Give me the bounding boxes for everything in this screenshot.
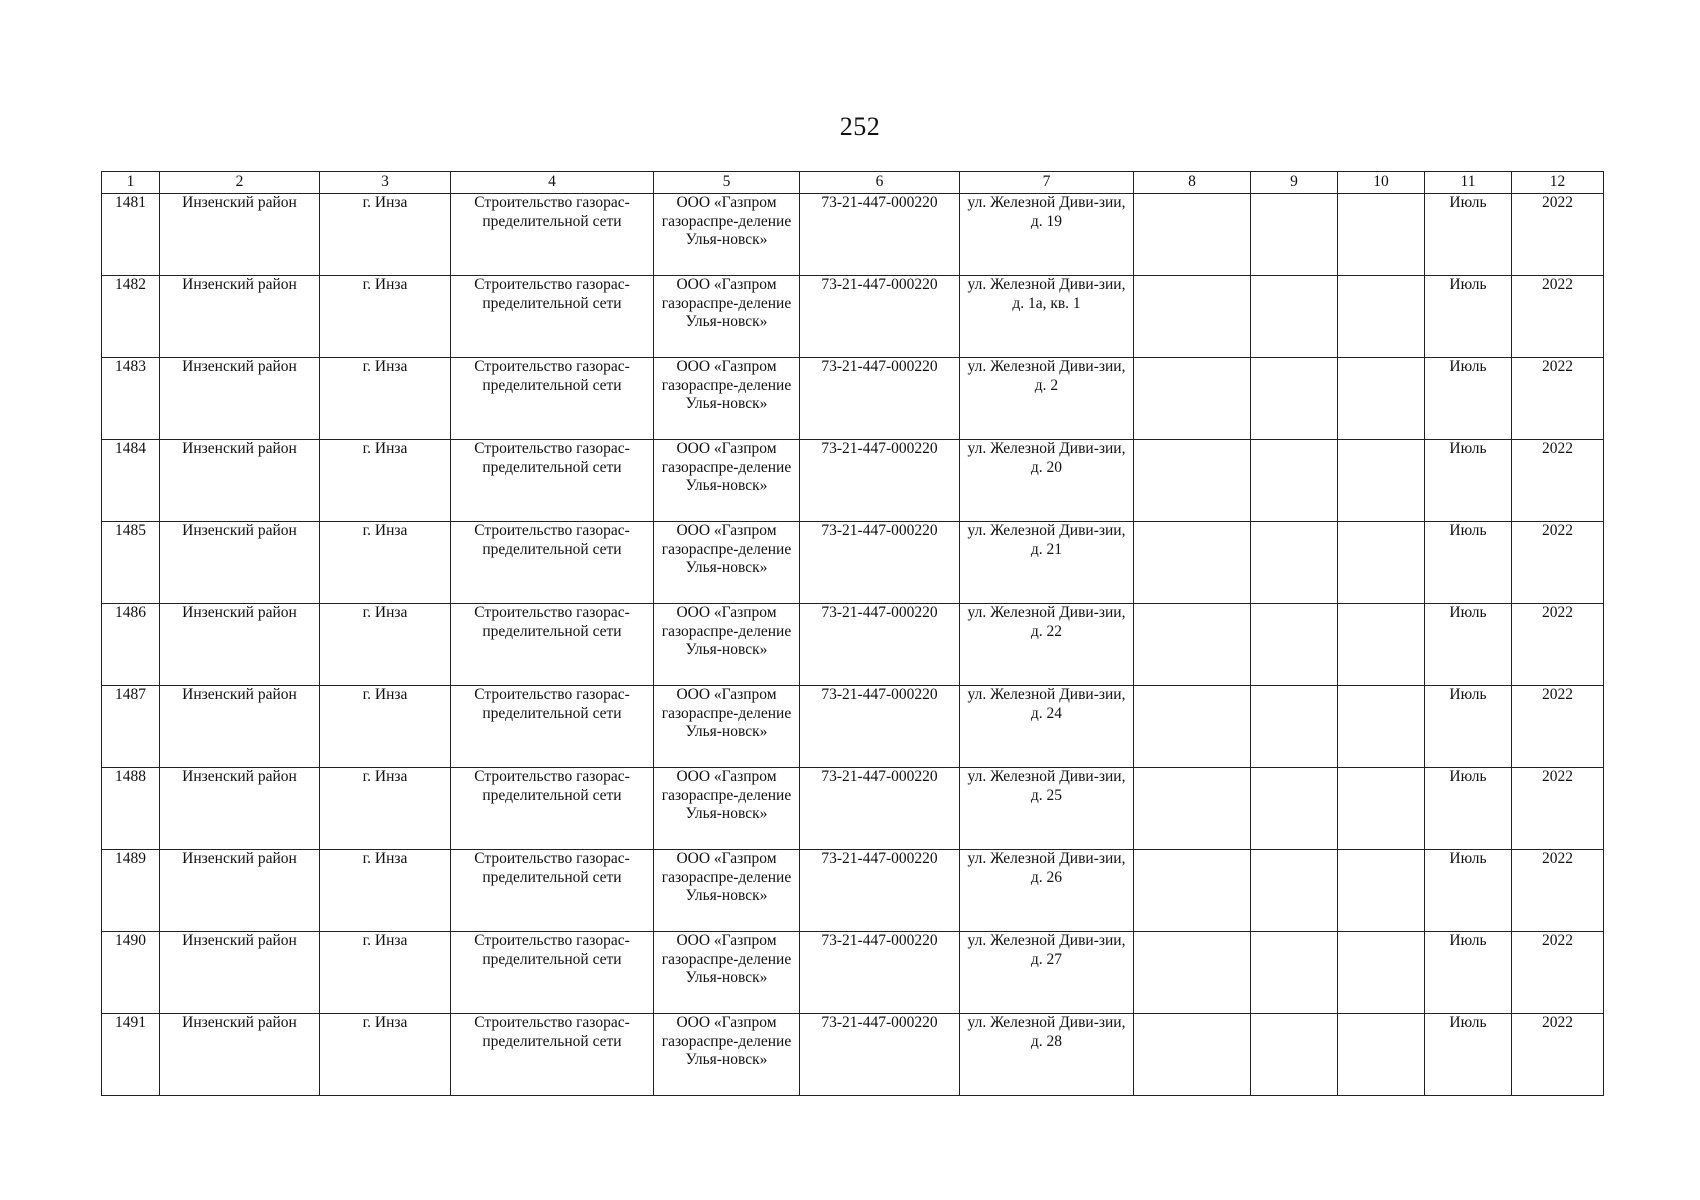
col9-cell — [1251, 194, 1338, 276]
table-row — [102, 358, 1604, 440]
year-cell: 2022 — [1512, 194, 1604, 276]
month-cell: Июль — [1425, 932, 1512, 1014]
district-cell: Инзенский район — [160, 522, 320, 604]
month-cell: Июль — [1425, 358, 1512, 440]
table-row — [102, 932, 1604, 1014]
work-description-cell: Строительство газорас-пределительной сети — [451, 1014, 654, 1096]
address-cell: ул. Железной Диви-зии, д. 20 — [960, 440, 1134, 522]
address-cell: ул. Железной Диви-зии, д. 25 — [960, 768, 1134, 850]
code-cell: 73-21-447-000220 — [800, 194, 960, 276]
col8-cell — [1134, 522, 1251, 604]
column-header: 3 — [320, 172, 451, 194]
column-header: 11 — [1425, 172, 1512, 194]
year-cell: 2022 — [1512, 850, 1604, 932]
locality-cell: г. Инза — [320, 932, 451, 1014]
year-cell: 2022 — [1512, 768, 1604, 850]
work-description-cell: Строительство газорас-пределительной сети — [451, 440, 654, 522]
row-number-cell: 1488 — [102, 768, 160, 850]
code-cell: 73-21-447-000220 — [800, 522, 960, 604]
col10-cell — [1338, 276, 1425, 358]
col9-cell — [1251, 604, 1338, 686]
month-cell: Июль — [1425, 768, 1512, 850]
work-description-cell: Строительство газорас-пределительной сети — [451, 932, 654, 1014]
locality-cell: г. Инза — [320, 1014, 451, 1096]
organization-cell: ООО «Газпром газораспре-деление Улья-новск» — [654, 1014, 800, 1096]
year-cell: 2022 — [1512, 358, 1604, 440]
row-number-cell: 1485 — [102, 522, 160, 604]
locality-cell: г. Инза — [320, 850, 451, 932]
col8-cell — [1134, 276, 1251, 358]
address-cell: ул. Железной Диви-зии, д. 1а, кв. 1 — [960, 276, 1134, 358]
col8-cell — [1134, 686, 1251, 768]
table-row — [102, 440, 1604, 522]
column-header: 12 — [1512, 172, 1604, 194]
col9-cell — [1251, 932, 1338, 1014]
organization-cell: ООО «Газпром газораспре-деление Улья-новск» — [654, 768, 800, 850]
table-row — [102, 194, 1604, 276]
col8-cell — [1134, 194, 1251, 276]
year-cell: 2022 — [1512, 604, 1604, 686]
locality-cell: г. Инза — [320, 686, 451, 768]
col8-cell — [1134, 1014, 1251, 1096]
col9-cell — [1251, 768, 1338, 850]
row-number-cell: 1482 — [102, 276, 160, 358]
work-description-cell: Строительство газорас-пределительной сети — [451, 768, 654, 850]
month-cell: Июль — [1425, 604, 1512, 686]
organization-cell: ООО «Газпром газораспре-деление Улья-новск» — [654, 686, 800, 768]
code-cell: 73-21-447-000220 — [800, 276, 960, 358]
month-cell: Июль — [1425, 1014, 1512, 1096]
table-row — [102, 522, 1604, 604]
table-row — [102, 850, 1604, 932]
organization-cell: ООО «Газпром газораспре-деление Улья-новск» — [654, 194, 800, 276]
page-number: 252 — [839, 112, 881, 141]
col8-cell — [1134, 932, 1251, 1014]
column-header: 4 — [451, 172, 654, 194]
district-cell: Инзенский район — [160, 1014, 320, 1096]
organization-cell: ООО «Газпром газораспре-деление Улья-новск» — [654, 276, 800, 358]
table-row — [102, 686, 1604, 768]
year-cell: 2022 — [1512, 1014, 1604, 1096]
row-number-cell: 1490 — [102, 932, 160, 1014]
code-cell: 73-21-447-000220 — [800, 440, 960, 522]
header-row — [102, 172, 1604, 194]
col10-cell — [1338, 194, 1425, 276]
year-cell: 2022 — [1512, 440, 1604, 522]
col10-cell — [1338, 358, 1425, 440]
table-body — [102, 194, 1604, 1096]
work-description-cell: Строительство газорас-пределительной сети — [451, 850, 654, 932]
organization-cell: ООО «Газпром газораспре-деление Улья-новск» — [654, 358, 800, 440]
col10-cell — [1338, 850, 1425, 932]
year-cell: 2022 — [1512, 522, 1604, 604]
col10-cell — [1338, 604, 1425, 686]
locality-cell: г. Инза — [320, 358, 451, 440]
code-cell: 73-21-447-000220 — [800, 604, 960, 686]
col9-cell — [1251, 850, 1338, 932]
table-row — [102, 768, 1604, 850]
column-header: 1 — [102, 172, 160, 194]
locality-cell: г. Инза — [320, 604, 451, 686]
work-description-cell: Строительство газорас-пределительной сети — [451, 276, 654, 358]
col10-cell — [1338, 932, 1425, 1014]
work-description-cell: Строительство газорас-пределительной сети — [451, 358, 654, 440]
col10-cell — [1338, 1014, 1425, 1096]
col8-cell — [1134, 440, 1251, 522]
col9-cell — [1251, 1014, 1338, 1096]
organization-cell: ООО «Газпром газораспре-деление Улья-новск» — [654, 850, 800, 932]
month-cell: Июль — [1425, 686, 1512, 768]
code-cell: 73-21-447-000220 — [800, 850, 960, 932]
locality-cell: г. Инза — [320, 194, 451, 276]
month-cell: Июль — [1425, 522, 1512, 604]
address-cell: ул. Железной Диви-зии, д. 27 — [960, 932, 1134, 1014]
col10-cell — [1338, 686, 1425, 768]
organization-cell: ООО «Газпром газораспре-деление Улья-новск» — [654, 932, 800, 1014]
col10-cell — [1338, 522, 1425, 604]
row-number-cell: 1481 — [102, 194, 160, 276]
locality-cell: г. Инза — [320, 768, 451, 850]
month-cell: Июль — [1425, 850, 1512, 932]
district-cell: Инзенский район — [160, 932, 320, 1014]
col8-cell — [1134, 604, 1251, 686]
district-cell: Инзенский район — [160, 276, 320, 358]
column-header: 8 — [1134, 172, 1251, 194]
col9-cell — [1251, 276, 1338, 358]
organization-cell: ООО «Газпром газораспре-деление Улья-новск» — [654, 440, 800, 522]
address-cell: ул. Железной Диви-зии, д. 22 — [960, 604, 1134, 686]
row-number-cell: 1491 — [102, 1014, 160, 1096]
column-header: 6 — [800, 172, 960, 194]
district-cell: Инзенский район — [160, 850, 320, 932]
district-cell: Инзенский район — [160, 194, 320, 276]
row-number-cell: 1486 — [102, 604, 160, 686]
register-table — [101, 171, 1604, 1096]
year-cell: 2022 — [1512, 276, 1604, 358]
column-header: 10 — [1338, 172, 1425, 194]
col9-cell — [1251, 358, 1338, 440]
column-header: 7 — [960, 172, 1134, 194]
address-cell: ул. Железной Диви-зии, д. 26 — [960, 850, 1134, 932]
year-cell: 2022 — [1512, 932, 1604, 1014]
work-description-cell: Строительство газорас-пределительной сети — [451, 604, 654, 686]
row-number-cell: 1487 — [102, 686, 160, 768]
table-row — [102, 604, 1604, 686]
row-number-cell: 1484 — [102, 440, 160, 522]
col9-cell — [1251, 522, 1338, 604]
col8-cell — [1134, 358, 1251, 440]
district-cell: Инзенский район — [160, 768, 320, 850]
code-cell: 73-21-447-000220 — [800, 1014, 960, 1096]
district-cell: Инзенский район — [160, 358, 320, 440]
locality-cell: г. Инза — [320, 276, 451, 358]
row-number-cell: 1483 — [102, 358, 160, 440]
month-cell: Июль — [1425, 194, 1512, 276]
locality-cell: г. Инза — [320, 440, 451, 522]
code-cell: 73-21-447-000220 — [800, 932, 960, 1014]
col8-cell — [1134, 768, 1251, 850]
row-number-cell: 1489 — [102, 850, 160, 932]
district-cell: Инзенский район — [160, 440, 320, 522]
district-cell: Инзенский район — [160, 604, 320, 686]
col8-cell — [1134, 850, 1251, 932]
address-cell: ул. Железной Диви-зии, д. 2 — [960, 358, 1134, 440]
organization-cell: ООО «Газпром газораспре-деление Улья-новск» — [654, 522, 800, 604]
table-row — [102, 1014, 1604, 1096]
code-cell: 73-21-447-000220 — [800, 768, 960, 850]
address-cell: ул. Железной Диви-зии, д. 21 — [960, 522, 1134, 604]
locality-cell: г. Инза — [320, 522, 451, 604]
column-header: 9 — [1251, 172, 1338, 194]
month-cell: Июль — [1425, 440, 1512, 522]
work-description-cell: Строительство газорас-пределительной сети — [451, 686, 654, 768]
month-cell: Июль — [1425, 276, 1512, 358]
work-description-cell: Строительство газорас-пределительной сети — [451, 194, 654, 276]
col10-cell — [1338, 768, 1425, 850]
address-cell: ул. Железной Диви-зии, д. 28 — [960, 1014, 1134, 1096]
code-cell: 73-21-447-000220 — [800, 686, 960, 768]
address-cell: ул. Железной Диви-зии, д. 24 — [960, 686, 1134, 768]
column-header: 2 — [160, 172, 320, 194]
address-cell: ул. Железной Диви-зии, д. 19 — [960, 194, 1134, 276]
column-header: 5 — [654, 172, 800, 194]
work-description-cell: Строительство газорас-пределительной сети — [451, 522, 654, 604]
col9-cell — [1251, 686, 1338, 768]
table-row — [102, 276, 1604, 358]
col9-cell — [1251, 440, 1338, 522]
col10-cell — [1338, 440, 1425, 522]
organization-cell: ООО «Газпром газораспре-деление Улья-новск» — [654, 604, 800, 686]
year-cell: 2022 — [1512, 686, 1604, 768]
code-cell: 73-21-447-000220 — [800, 358, 960, 440]
district-cell: Инзенский район — [160, 686, 320, 768]
